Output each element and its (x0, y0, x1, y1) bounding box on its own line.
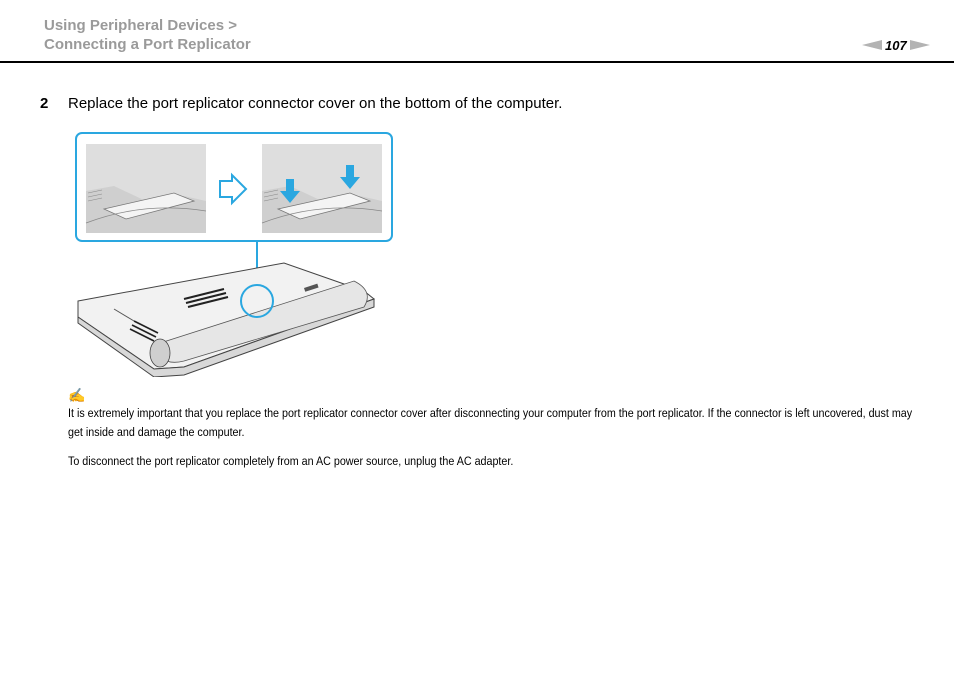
note-section (68, 386, 918, 471)
cover-removed-closeup (86, 144, 206, 233)
breadcrumb-section[interactable]: Using Peripheral Devices > (44, 17, 238, 34)
cover-attached-closeup (262, 144, 382, 233)
breadcrumb (44, 16, 251, 54)
port-replicator-cover-illustration (74, 131, 394, 377)
next-page-icon[interactable] (910, 40, 930, 50)
instruction-step (40, 95, 562, 112)
page-number: 107 (885, 37, 907, 53)
previous-page-icon[interactable] (862, 40, 882, 50)
step-text: Replace the port replicator connector cover on the bottom of the computer. (68, 95, 563, 112)
page-navigator (862, 37, 934, 53)
note-paragraph: It is extremely important that you replace the port replicator connector cover after disconnecting your computer from the port replicator. If the connector is left uncovered, dust may get inside and damage the computer. (68, 406, 913, 439)
pencil-note-icon: ✍ (68, 387, 86, 403)
note-paragraph: To disconnect the port replicator completely from an AC power source, unplug the AC adapter. (68, 454, 514, 468)
computer-bottom-view (78, 263, 374, 377)
breadcrumb-page[interactable]: Connecting a Port Replicator (44, 36, 251, 53)
header-divider (0, 61, 954, 63)
step-number: 2 (40, 95, 49, 112)
